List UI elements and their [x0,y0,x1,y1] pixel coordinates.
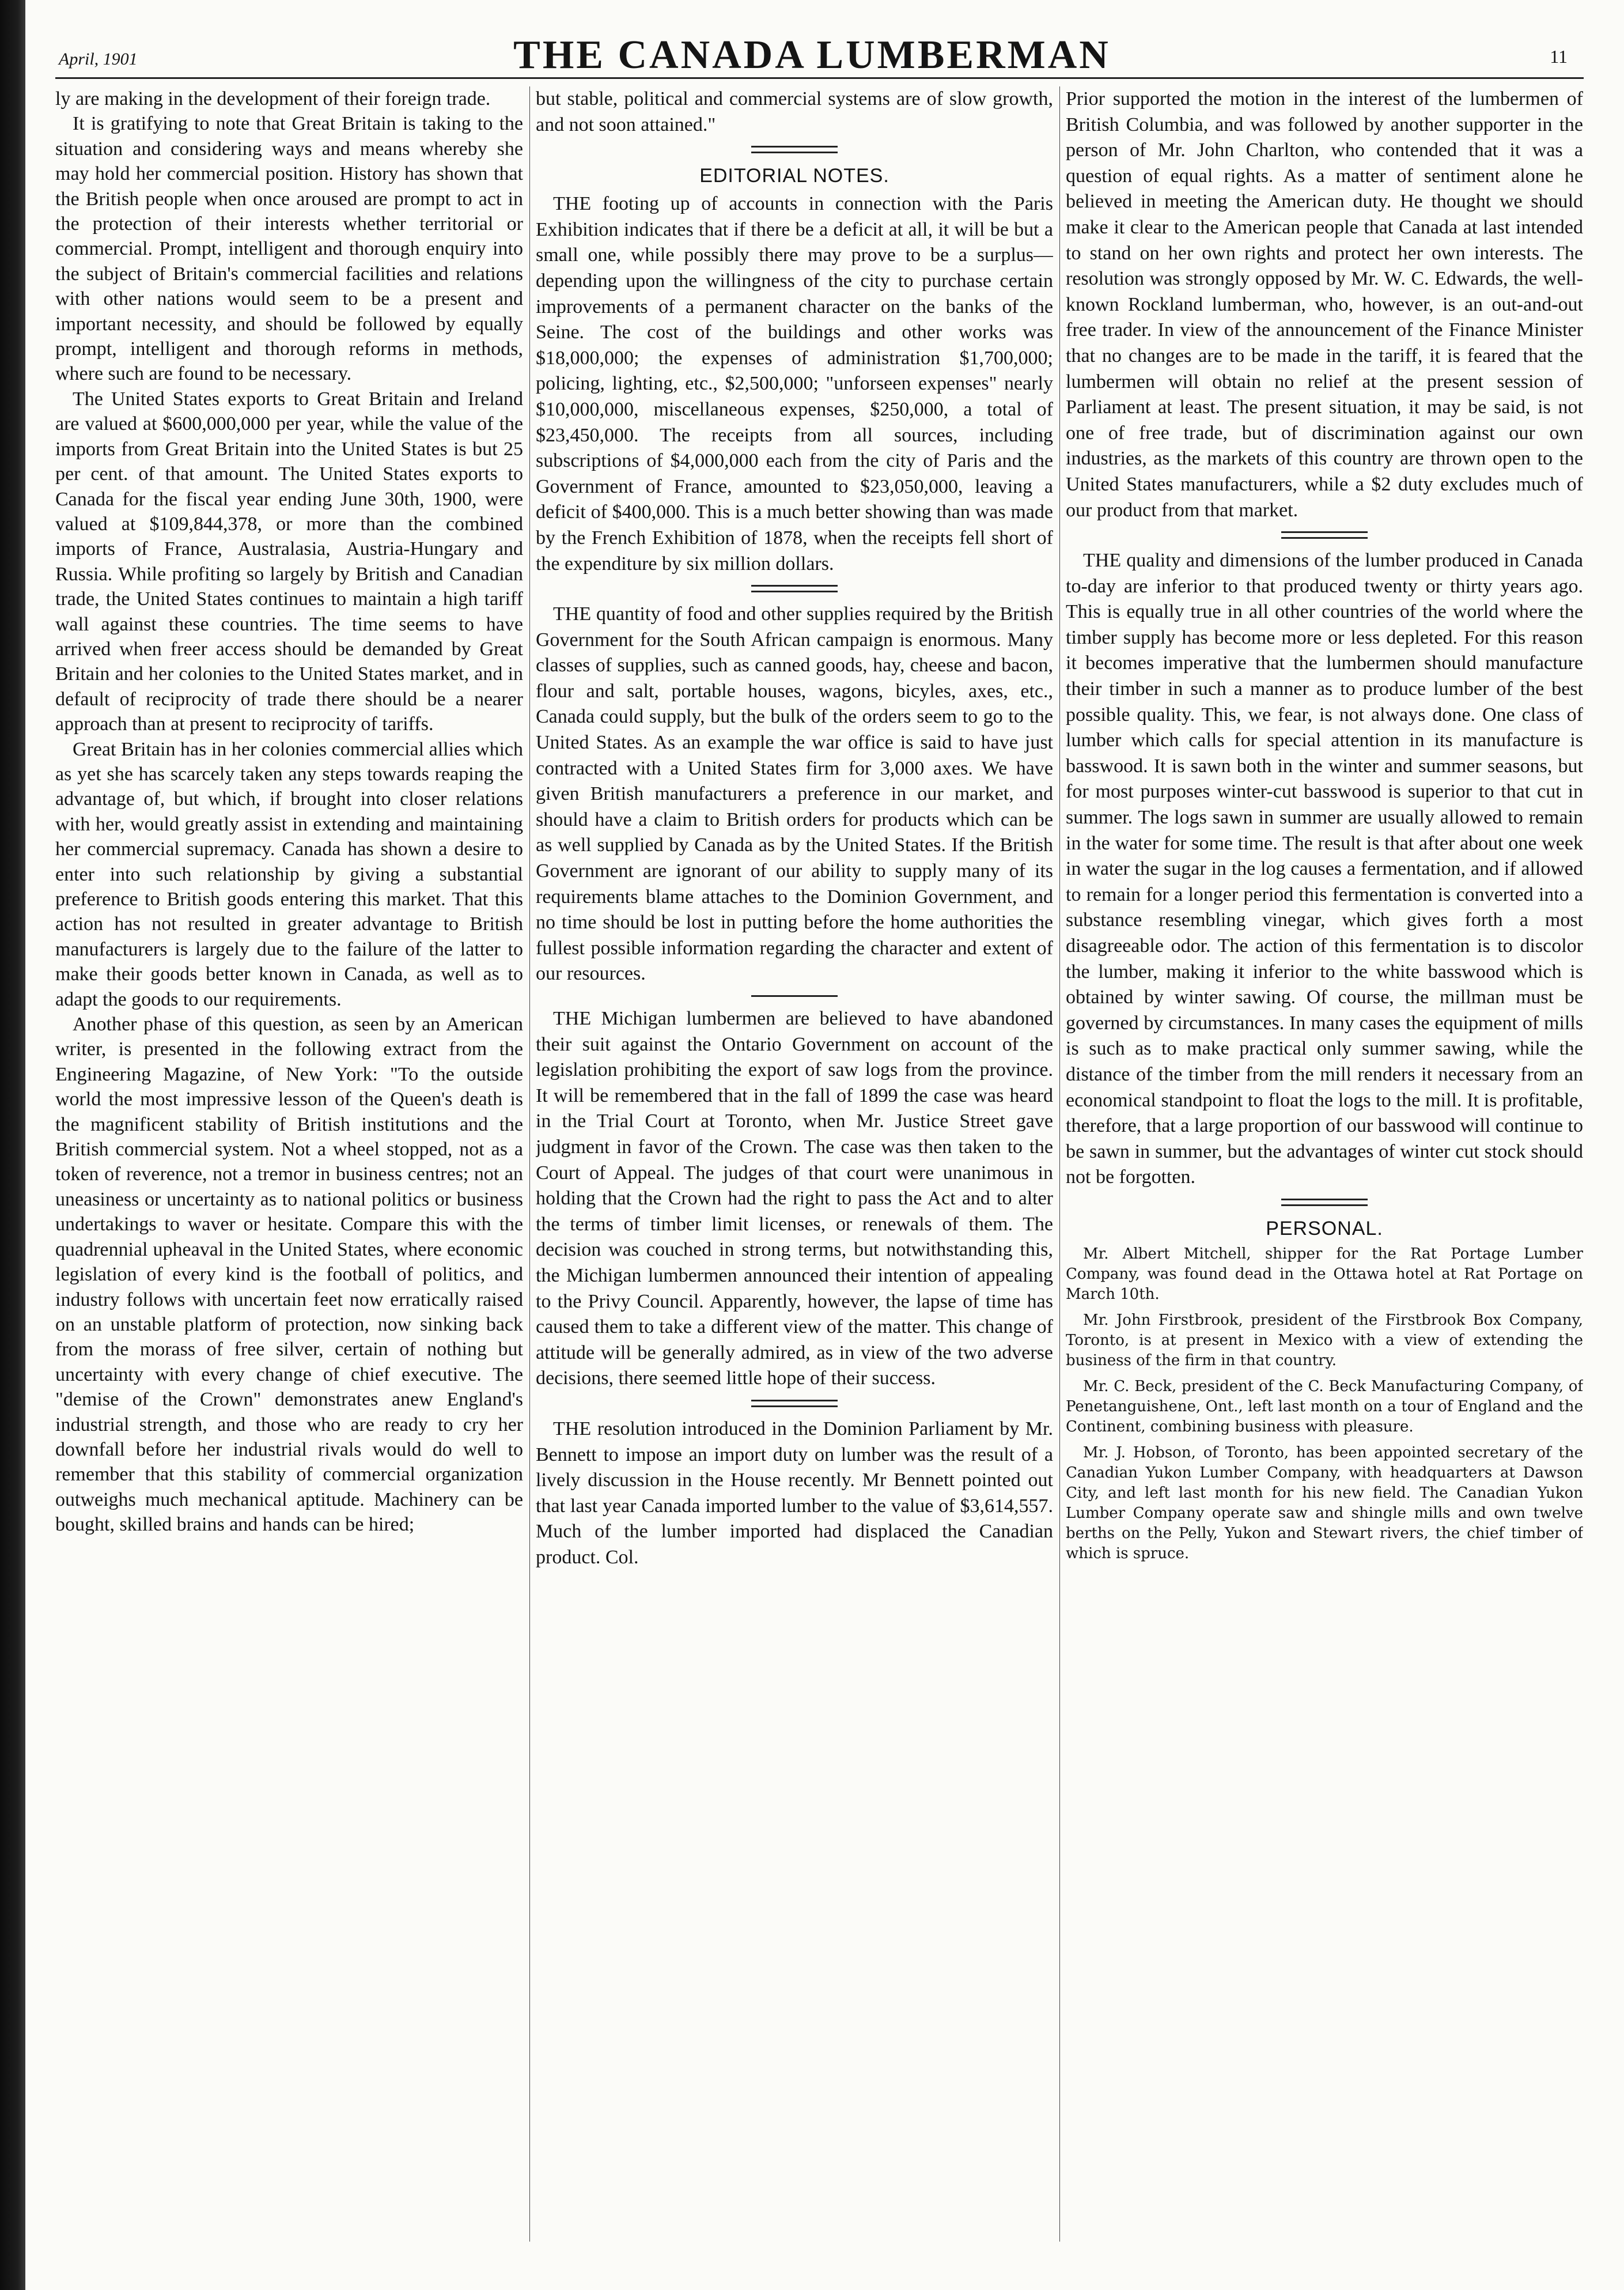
note-separator [751,995,838,997]
note-separator [1281,531,1368,539]
article-paragraph: It is gratifying to note that Great Britain is taking to the situation and considering ways and means whereby she may hold her commercial position. History has shown that the British people when once aroused are prompt to act in the protection of their interests whether territorial or commercial. Prompt, intelligent and thorough enquiry into the subject of Britain's commercial facilities and relations with other nations would seem to be a present and important necessity, and should be followed by equally prompt, intelligent and thorough reforms in methods, where such are found to be necessary. [55,113,523,385]
column-1 [55,86,523,2265]
personal-item: Mr. Albert Mitchell, shipper for the Rat Portage Lumber Company, was found dead in the Ottawa hotel at Rat Portage on March 10th. [1066,1245,1583,1303]
column-divider [529,86,530,2242]
header-rule [55,77,1584,79]
page-header [40,27,1584,78]
column-3 [1066,86,1583,2265]
article-paragraph: Another phase of this question, as seen by an American writer, is presented in the following extract from the Engineering Magazine, of New York: "To the outside world the most impressive lesson of the Queen's death is the magnificent stability of British institutions and the British commercial system. Not a wheel stopped, not as a token of reverence, not a tremor in business centres; not an uneasiness or uncertainty as to national politics or business undertakings to waver or hesitate. Compare this with the quadrennial upheaval in the United States, where economic legislation of every kind is the football of politics, and industry follows with uncertain feet now erratically raised on an unstable platform of protection, now sinking back from the morass of free silver, certain of nothing but uncertainty with every change of chief executive. The "demise of the Crown" demonstrates anew England's industrial strength, and those who are ready to cry her downfall before her industrial rivals would do well to remember that this stability of commercial organization outweighs much mechanical aptitude. Machinery can be bought, skilled brains and hands can be hired; [55,1014,523,1536]
editorial-note: THE resolution introduced in the Dominion Parliament by Mr. Bennett to impose an import duty on lumber was the result of a lively discussion in the House recently. Mr Bennett pointed out that last year Canada imported lumber to the value of $3,614,557. Much of the lumber imported had displaced the Canadian product. Col. [536,1418,1053,1568]
personal-item: Mr. J. Hobson, of Toronto, has been appointed secretary of the Canadian Yukon Lumber Company, with headquarters at Dawson City, and left last month for his new field. The Canadian Yukon Lumber Company operate saw and shingle mills and own twelve berths on the Pelly, Yukon and Stewart rivers, the chief timber of which is spruce. [1066,1443,1583,1562]
note-separator [751,1400,838,1407]
issue-date: April, 1901 [59,50,138,69]
column-divider [1059,86,1060,2242]
editorial-note: THE quality and dimensions of the lumber produced in Canada to-day are inferior to that produced twenty or thirty years ago. This is equally true in all other countries of the world where the timber supply has become more or less depleted. For this reason it becomes imperative that the lumbermen should manufacture their timber in such a manner as to produce lumber of the best possible quality. This, we fear, is not always done. One class of lumber which calls for special attention in its manufacture is basswood. It is sawn both in the winter and summer seasons, but for most purposes winter-cut basswood is superior to that cut in summer. The logs sawn in summer are usually allowed to remain in the water for some time. The result is that after about one week in water the sugar in the log causes a fermentation, and if allowed to remain for a longer period this fermentation is converted into a substance resembling vinegar, which gives forth a most disagreeable odor. The action of this fermentation is to discolor the lumber, making it inferior to the white basswood which is obtained by winter sawing. Of course, the millman must be governed by circumstances. In many cases the equipment of mills is such as to make practical only summer sawing, while the distance of the timber from the mill renders it necessary from an economical standpoint to float the logs to the mill. It is profitable, therefore, that a large proportion of our basswood will continue to be sawn in summer, but the advantages of winter cut stock should not be forgotten. [1066,550,1583,1188]
article-paragraph: Great Britain has in her colonies commercial allies which as yet she has scarcely taken any steps towards reaping the advantage of, but which, if brought into closer relations with her, would greatly assist in extending and maintaining her commercial supremacy. Canada has shown a desire to enter into such relationship by giving a substantial preference to British goods entering this market. That this action has not resulted in greater advantage to British manufacturers is largely due to the failure of the latter to make their goods better known in Canada, as well as to adapt the goods to our requirements. [55,738,523,1010]
article-paragraph: The United States exports to Great Britain and Ireland are valued at $600,000,000 per year, while the value of the imports from Great Britain into the United States is but 25 per cent. of that amount. The United States exports to Canada for the fiscal year ending June 30th, 1900, were valued at $109,844,378, or more than the combined imports of France, Australasia, Austria-Hungary and Russia. While profiting so largely by British and Canadian trade, the United States continues to maintain a high tariff wall against these countries. The time seems to have arrived when freer access should be demanded by Great Britain and her colonies to the United States market, and in default of reciprocity of trade there should be a nearer approach than at present to reciprocity of tariffs. [55,388,523,735]
personal-item: Mr. C. Beck, president of the C. Beck Manufacturing Company, of Penetanguishene, Ont., left last month on a tour of England and the Continent, combining business with pleasure. [1066,1377,1583,1435]
note-separator [751,585,838,592]
column-2 [536,86,1053,2265]
section-rule [751,146,838,153]
page-binding-edge [0,0,25,2290]
editorial-note: THE quantity of food and other supplies required by the British Government for the South African campaign is enormous. Many classes of supplies, such as canned goods, hay, cheese and bacon, flour and salt, portable houses, wagons, bicyles, axes, etc., Canada could supply, but the bulk of the orders seem to go to the United States. As an example the war office is said to have just contracted with a United States firm for 3,000 axes. We have given British manufacturers a preference in our market, and should have a claim to British orders for products which can be as well supplied by Canada as by the United States. If the British Government are ignorant of our ability to supply many of its requirements blame attaches to the Dominion Government, and no time should be lost in putting before the home authorities the fullest possible information regarding the character and extent of our resources. [536,603,1053,985]
section-rule [1281,1199,1368,1206]
editorial-note: THE footing up of accounts in connection with the Paris Exhibition indicates that if there be a deficit at all, it will be but a small one, while possibly there may prove to be a surplus—depending upon the willingness of the city to purchase certain improvements of a permanent character on the banks of the Seine. The cost of the buildings and other works was $18,000,000; the expenses of administration $1,700,000; policing, lighting, etc., $2,500,000; "unforseen expenses" nearly $10,000,000, miscellaneous expenses, $250,000, a total of $23,450,000. The receipts from all sources, including subscriptions of $4,000,000 each from the city of Paris and the Government of France, amounted to $23,050,000, leaving a deficit of $400,000. This is a much better showing than was made by the French Exhibition of 1878, when the receipts fell short of the expenditure by six million dollars. [536,193,1053,575]
personal-heading: PERSONAL. [1266,1217,1383,1240]
editorial-note: THE Michigan lumbermen are believed to have abandoned their suit against the Ontario Government on account of the legislation prohibiting the export of saw logs from the province. It will be remembered that in the fall of 1899 the case was heard in the Trial Court at Toronto, when Mr. Justice Street gave judgment in favor of the Crown. The case was then taken to the Court of Appeal. The judges of that court were unanimous in holding that the Crown had the right to pass the Act and to alter the terms of timber limit licenses, or renewals of them. The decision was couched in strong terms, but notwithstanding this, the Michigan lumbermen announced their intention of appealing to the Privy Council. Apparently, however, the lapse of time has caused them to take a different view of the matter. This change of attitude will be generally admired, as in view of the two adverse decisions, there seemed little hope of their success. [536,1008,1053,1389]
editorial-note: Prior supported the motion in the interest of the lumbermen of British Columbia, and was followed by another supporter in the person of Mr. John Charlton, who contended that it was a question of equal rights. As a matter of sentiment alone he believed in meeting the American duty. He thought we should make it clear to the American people that Canada at last intended to stand on her own rights and protect her own interests. The resolution was strongly opposed by Mr. W. C. Edwards, the well-known Rockland lumberman, who, however, is an out-and-out free trader. In view of the announcement of the Finance Minister that no changes are to be made in the tariff, it is feared that the lumbermen will obtain no relief at the present session of Parliament at least. The present situation, it may be said, is not one of free trade, but of discrimination against our own industries, as the markets of this country are thrown open to the United States manufacturers, while a $2 duty excludes much of our product from that market. [1066,88,1583,521]
personal-items [1066,1244,1583,1564]
page-number: 11 [1550,46,1568,67]
article-paragraph: ly are making in the development of their foreign trade. [55,88,491,109]
article-continuation: but stable, political and commercial systems are of slow growth, and not soon attained." [536,88,1053,135]
publication-title: THE CANADA LUMBERMAN [513,33,1111,77]
editorial-notes-heading: EDITORIAL NOTES. [699,165,889,187]
personal-item: Mr. John Firstbrook, president of the Firstbrook Box Company, Toronto, is at present in Mexico with a view of extending the business of the firm in that country. [1066,1311,1583,1369]
